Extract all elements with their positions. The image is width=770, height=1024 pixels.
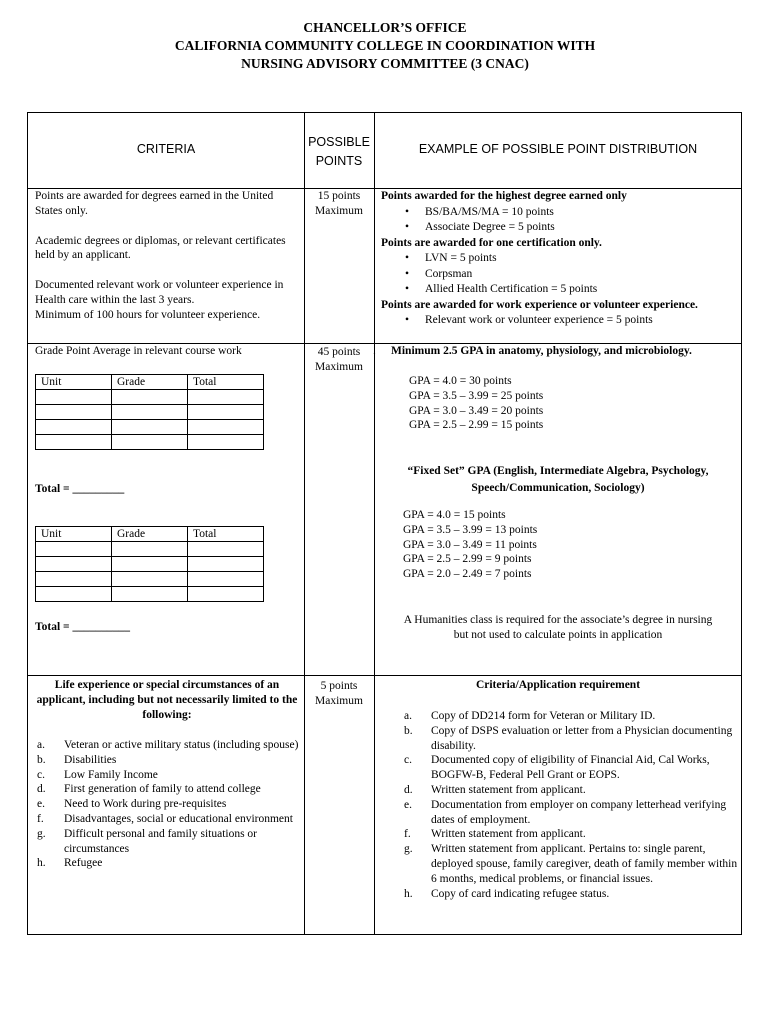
list-letter: g. (404, 843, 413, 856)
table-row (36, 572, 264, 587)
stray-dot: . (373, 345, 376, 357)
table-cell[interactable] (112, 587, 188, 602)
table-cell[interactable] (112, 572, 188, 587)
points-header-line-2: POINTS (315, 154, 363, 168)
table-row (36, 405, 264, 420)
table-cell[interactable] (188, 420, 264, 435)
list-item (37, 797, 299, 812)
header-line-2: CALIFORNIA COMMUNITY COLLEGE IN COORDINATION WITH (174, 38, 596, 53)
table-header-total: Total (188, 527, 264, 542)
list-text: Written statement from applicant. (431, 783, 586, 796)
table-row (36, 587, 264, 602)
degree-points (304, 189, 374, 219)
gpa-line: GPA = 2.5 – 2.99 = 9 points (403, 553, 532, 566)
table-row (36, 557, 264, 572)
list-text: Copy of DSPS evaluation or letter from a Physician documenting disability. (431, 724, 733, 752)
list-text: Low Family Income (64, 768, 158, 781)
list-letter: h. (404, 887, 413, 900)
humanities-note (374, 613, 742, 643)
certification-list (381, 251, 741, 298)
list-text: Disadvantages, social or educational environment (64, 812, 293, 825)
table-cell[interactable] (188, 405, 264, 420)
list-item (404, 827, 740, 842)
list-text: First generation of family to attend college (64, 783, 261, 796)
life-experience-title: Life experience or special circumstances of an applicant, including but not necessarily limited to the following: (36, 679, 298, 721)
table-cell[interactable] (36, 390, 112, 405)
table-cell[interactable] (112, 420, 188, 435)
gpa-scale-1 (409, 374, 543, 433)
gpa-line: GPA = 3.5 – 3.99 = 13 points (403, 523, 538, 536)
list-item (404, 724, 740, 754)
list-text: Need to Work during pre-requisites (64, 798, 227, 811)
table-cell[interactable] (112, 435, 188, 450)
table-cell[interactable] (36, 405, 112, 420)
list-item (37, 738, 299, 753)
fixed-set-heading (374, 463, 742, 497)
table-header-unit: Unit (36, 375, 112, 390)
list-letter: c. (37, 768, 45, 781)
table-cell[interactable] (112, 405, 188, 420)
table-cell[interactable] (36, 557, 112, 572)
list-item (404, 798, 740, 828)
list-item (37, 782, 299, 797)
list-text: Written statement from applicant. (431, 828, 586, 841)
list-item (37, 753, 299, 768)
column-divider-2 (374, 113, 375, 934)
list-text: Refugee (64, 857, 103, 870)
table-cell[interactable] (188, 557, 264, 572)
gpa-line: GPA = 3.5 – 3.99 = 25 points (409, 389, 544, 402)
requirement-heading: Criteria/Application requirement (475, 679, 641, 691)
degree-heading: Points awarded for the highest degree earned only (381, 190, 627, 202)
list-letter: e. (404, 798, 412, 811)
list-item: • BS/BA/MS/MA = 10 points (381, 205, 741, 221)
list-text: Difficult personal and family situations or circumstances (64, 827, 258, 855)
table-cell[interactable] (188, 587, 264, 602)
criteria-work-experience: Documented relevant work or volunteer experience in Health care within the last 3 years. (35, 279, 284, 306)
table-cell[interactable] (188, 435, 264, 450)
humanities-line-1: A Humanities class is required for the associate’s degree in nursing (403, 614, 713, 626)
table-header-grade: Grade (112, 375, 188, 390)
table-cell[interactable] (112, 542, 188, 557)
list-letter: f. (404, 828, 411, 841)
table-header-total: Total (188, 375, 264, 390)
table-cell[interactable] (188, 390, 264, 405)
list-item (404, 783, 740, 798)
gpa-grade-table-2 (35, 526, 264, 602)
list-item (37, 827, 299, 857)
list-text: Veteran or active military status (including spouse) (64, 739, 299, 751)
humanities-line-2: but not used to calculate points in application (453, 628, 663, 641)
table-cell[interactable] (36, 542, 112, 557)
gpa-line: GPA = 2.5 – 2.99 = 15 points (409, 419, 544, 432)
list-item: • LVN = 5 points (381, 251, 741, 267)
header-line-3: NURSING ADVISORY COMMITTEE (3 CNAC) (241, 56, 529, 71)
list-item: • Allied Health Certification = 5 points (381, 282, 741, 298)
life-experience-list (37, 738, 299, 871)
table-row (36, 435, 264, 450)
list-item (37, 856, 299, 871)
table-row (36, 390, 264, 405)
points-maximum: Maximum (315, 694, 363, 707)
fixed-set-line-1: “Fixed Set” GPA (English, Intermediate Algebra, Psychology, (407, 465, 709, 477)
gpa-criteria-title: Grade Point Average in relevant course work (35, 345, 242, 357)
list-item (404, 887, 740, 902)
header-line-1: CHANCELLOR’S OFFICE (303, 20, 467, 35)
list-item: • Corpsman (381, 267, 741, 283)
gpa-total-1[interactable]: Total = _________ (35, 483, 125, 495)
gpa-line: GPA = 3.0 – 3.49 = 20 points (409, 404, 544, 417)
table-cell[interactable] (36, 435, 112, 450)
list-text: Disabilities (64, 753, 117, 766)
gpa-total-2[interactable]: Total = __________ (35, 621, 130, 633)
table-cell[interactable] (188, 572, 264, 587)
row-divider-1 (28, 343, 741, 344)
gpa-scale-2 (403, 508, 537, 582)
gpa-line: GPA = 4.0 = 30 points (409, 375, 512, 387)
list-letter: b. (404, 724, 413, 737)
list-text: Documented copy of eligibility of Financial Aid, Cal Works, BOGFW-B, Federal Pell Grant or EOPS. (431, 754, 710, 782)
list-item: • Associate Degree = 5 points (381, 220, 741, 236)
gpa-points (304, 345, 374, 375)
table-cell[interactable] (112, 390, 188, 405)
row-divider-2 (28, 675, 741, 676)
points-column-header (304, 133, 374, 171)
list-letter: g. (37, 827, 46, 840)
gpa-line: GPA = 2.0 – 2.49 = 7 points (403, 568, 532, 581)
table-header-grade: Grade (112, 527, 188, 542)
list-item (404, 709, 740, 724)
list-item (404, 842, 740, 886)
criteria-academic-degrees: Academic degrees or diplomas, or relevant certificates held by an applicant. (35, 234, 286, 262)
list-letter: d. (37, 783, 46, 796)
table-cell[interactable] (112, 557, 188, 572)
min-gpa-note: Minimum 2.5 GPA in anatomy, physiology, and microbiology. (391, 345, 692, 357)
list-letter: e. (37, 798, 45, 811)
requirement-list (404, 709, 740, 901)
table-header-unit: Unit (36, 527, 112, 542)
work-list (381, 313, 741, 329)
criteria-degrees-us: Points are awarded for degrees earned in the United States only. (35, 190, 274, 217)
list-item (37, 768, 299, 783)
fixed-set-line-2: Speech/Communication, Sociology) (471, 482, 645, 494)
list-item (404, 753, 740, 783)
criteria-volunteer-minimum: Minimum of 100 hours for volunteer experience. (35, 308, 261, 321)
degree-list (381, 205, 741, 236)
work-heading: Points are awarded for work experience or volunteer experience. (381, 298, 698, 311)
gpa-line: GPA = 4.0 = 15 points (403, 509, 506, 521)
table-cell[interactable] (36, 587, 112, 602)
list-letter: h. (37, 857, 46, 870)
table-cell[interactable] (36, 572, 112, 587)
example-column-header: EXAMPLE OF POSSIBLE POINT DISTRIBUTION (418, 142, 698, 156)
list-item: • Relevant work or volunteer experience = 5 points (381, 313, 741, 329)
points-value: 15 points (317, 190, 361, 202)
list-item (37, 812, 299, 827)
column-divider-1 (304, 113, 305, 934)
list-text: Documentation from employer on company letterhead verifying dates of employment. (431, 798, 727, 826)
list-letter: f. (37, 812, 44, 825)
certification-heading: Points are awarded for one certification only. (381, 236, 602, 249)
table-cell[interactable] (36, 420, 112, 435)
list-text: Copy of DD214 form for Veteran or Military ID. (431, 710, 656, 722)
list-text: Written statement from applicant. Pertains to: single parent, deployed spouse, family caregiver, death of family member within 6 months, medical problems, or financial issues. (431, 843, 738, 885)
list-letter: b. (37, 753, 46, 766)
gpa-grade-table-1 (35, 374, 264, 450)
points-maximum: Maximum (315, 360, 363, 373)
list-text: Copy of card indicating refugee status. (431, 887, 610, 900)
criteria-table (27, 112, 742, 935)
points-value: 5 points (320, 680, 358, 692)
gpa-line: GPA = 3.0 – 3.49 = 11 points (403, 538, 537, 551)
list-letter: c. (404, 754, 412, 767)
list-letter: d. (404, 783, 413, 796)
table-row (36, 542, 264, 557)
life-experience-points (304, 679, 374, 709)
points-maximum: Maximum (315, 204, 363, 217)
criteria-column-header: CRITERIA (136, 142, 196, 156)
list-letter: a. (37, 739, 45, 751)
degree-criteria (35, 189, 299, 323)
table-row (36, 420, 264, 435)
degree-distribution (381, 189, 741, 329)
points-value: 45 points (317, 346, 361, 358)
points-header-line-1: POSSIBLE (308, 135, 370, 149)
list-letter: a. (404, 710, 412, 722)
table-cell[interactable] (188, 542, 264, 557)
